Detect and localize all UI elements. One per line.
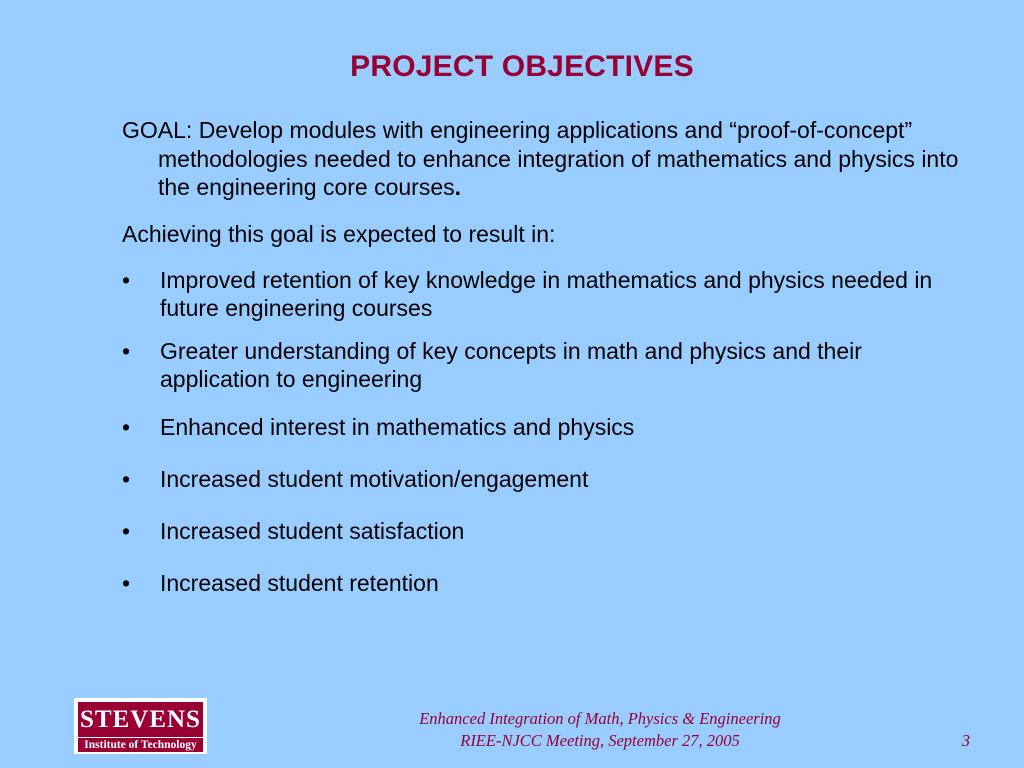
bullet-icon: • xyxy=(122,267,131,293)
goal-period: . xyxy=(454,174,462,200)
logo-name: STEVENS xyxy=(78,702,203,737)
slide-title: PROJECT OBJECTIVES xyxy=(350,50,694,83)
intro-text: Achieving this goal is expected to result in: xyxy=(122,221,556,247)
bullet-text: Improved retention of key knowledge in mathematics and physics needed in future engineering courses xyxy=(160,267,933,321)
page-number: 3 xyxy=(961,731,970,750)
bullet-text: Enhanced interest in mathematics and physics xyxy=(160,414,635,440)
footer-line-2: RIEE-NJCC Meeting, September 27, 2005 xyxy=(460,731,740,750)
bullet-icon: • xyxy=(122,338,131,364)
bullet-text: Increased student motivation/engagement xyxy=(160,466,589,492)
bullet-icon: • xyxy=(122,414,131,440)
logo-subtitle: Institute of Technology xyxy=(78,738,203,752)
bullet-text: Greater understanding of key concepts in math and physics and their application to engineering xyxy=(160,338,862,392)
bullet-text: Increased student satisfaction xyxy=(160,518,465,544)
bullet-icon: • xyxy=(122,570,131,596)
footer-line-1: Enhanced Integration of Math, Physics & Engineering xyxy=(419,709,781,728)
bullet-icon: • xyxy=(122,466,131,492)
goal-paragraph xyxy=(122,116,982,202)
goal-text: GOAL: Develop modules with engineering applications and “proof-of-concept” methodologies needed to enhance integration of mathematics and physics into the engineering core courses xyxy=(122,117,959,200)
bullet-text: Increased student retention xyxy=(160,570,439,596)
footer xyxy=(340,708,860,752)
stevens-logo xyxy=(74,698,207,754)
bullet-icon: • xyxy=(122,518,131,544)
